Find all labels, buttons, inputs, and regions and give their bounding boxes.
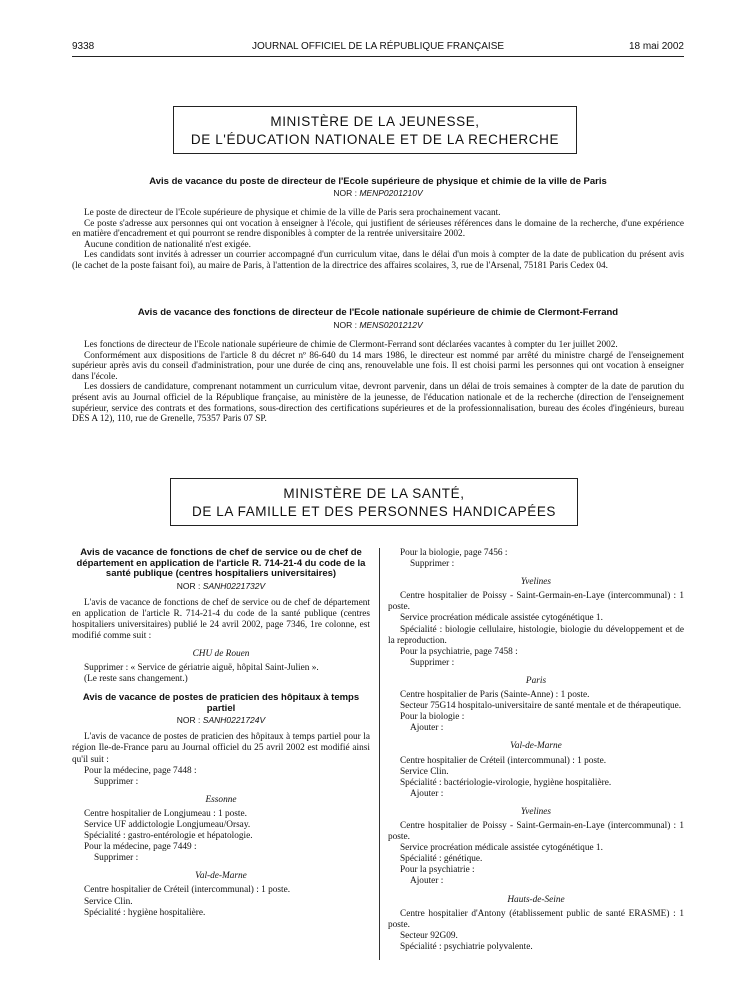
list-item: Supprimer : [94, 853, 139, 864]
list-item: Centre hospitalier de Paris (Sainte-Anne) : 1 poste. [400, 690, 590, 701]
list-item: Centre hospitalier de Poissy - Saint-Germain-en-Laye (intercommunal) : 1 poste. [388, 591, 684, 613]
list-item: Centre hospitalier de Longjumeau : 1 poste. [84, 808, 247, 819]
issue-date: 18 mai 2002 [628, 41, 684, 52]
list-item: Pour la biologie : [400, 712, 465, 723]
list-item: Centre hospitalier d'Antony (établissement public de santé ERASME) : 1 poste. [388, 908, 684, 930]
region-heading: Yvelines [520, 577, 552, 588]
notice-title: Avis de vacance de postes de praticien des hôpitaux à temps partiel [82, 692, 360, 714]
paragraph: L'avis de vacance de fonctions de chef de service ou de chef de département en application de l'article R. 714-21-4 du code de la santé publique (centres hospitaliers universitaires) publié le 24 avril 2002, page 7346, 1re colonne, est modifié comme suit : [72, 597, 370, 641]
list-item: Ajouter : [410, 788, 444, 799]
list-item: Service Clin. [84, 896, 133, 907]
paragraph: Les candidats sont invités à adresser un courrier accompagné d'un curriculum vitae, dans le délai d'un mois à compter de la date de publication du présent avis (le cachet de la poste faisant foi), au maire de Paris, à l'attention de la directrice des affaires scolaires, 3, rue de l'Arsenal, 75181 Paris Cedex 04. [72, 250, 684, 271]
list-item: Spécialité : génétique. [400, 854, 483, 865]
list-item: Pour la biologie, page 7456 : [400, 548, 508, 558]
region-heading: Hauts-de-Seine [507, 894, 565, 905]
list-item: Spécialité : biologie cellulaire, histologie, biologie du développement et de la reproduction. [388, 624, 684, 646]
nor-reference [72, 320, 684, 331]
list-item: Ajouter : [410, 723, 444, 734]
nor-code: MENS0201212V [359, 320, 423, 330]
nor-label: NOR : [176, 580, 201, 591]
list-item: Centre hospitalier de Créteil (intercommunal) : 1 poste. [84, 885, 291, 896]
journal-title: JOURNAL OFFICIEL DE LA RÉPUBLIQUE FRANÇAISE [251, 41, 505, 52]
notice-title: Avis de vacance du poste de directeur de l'Ecole supérieure de physique et chimie de la ville de Paris [149, 176, 607, 187]
nor-reference [72, 715, 370, 726]
paragraph: Les fonctions de directeur de l'Ecole nationale supérieure de chimie de Clermont-Ferrand sont déclarées vacantes à compter du 1er juillet 2002. [84, 340, 618, 350]
page-number: 9338 [72, 41, 95, 52]
list-item: Secteur 92G09. [400, 930, 458, 941]
ministry-heading-education [173, 106, 577, 154]
paragraph: L'avis de vacance de postes de praticien des hôpitaux à temps partiel pour la région Ile-de-France paru au Journal officiel du 25 avril 2002 est modifié ainsi qu'il suit : [72, 732, 370, 765]
list-item: Spécialité : bactériologie-virologie, hygiène hospitalière. [400, 777, 612, 788]
notice-body [72, 208, 684, 272]
ministry-heading-health [170, 478, 578, 526]
region-heading: Paris [525, 675, 547, 686]
notice-title: Avis de vacance de fonctions de chef de service ou de chef de département en application de l'article R. 714-21-4 du code de la santé publique (centres hospitaliers universitaires) [76, 547, 366, 579]
region-heading: Essonne [205, 794, 237, 805]
list-item: Centre hospitalier de Poissy - Saint-Germain-en-Laye (intercommunal) : 1 poste. [388, 820, 684, 843]
paragraph: Conformément aux dispositions de l'article 8 du décret nº 86-640 du 14 mars 1986, le directeur est nommé par arrêté du ministre chargé de l'enseignement supérieur après avis du conseil d'administration, pour une durée de cinq ans, renouvelable une fois. Il est choisi parmi les personnes qui ont vocation à enseigner dans l'école. [72, 350, 684, 382]
paragraph: Ce poste s'adresse aux personnes qui ont vocation à enseigner à l'école, qui justifient de sérieuses références dans le domaine de la recherche, d'une expérience en matière d'encadrement et qui pourront se rendre disponibles à compter de la rentrée universitaire 2002. [72, 218, 684, 240]
list-item: Service procréation médicale assistée cytogénétique 1. [400, 613, 603, 624]
nor-code: SANH0221724V [202, 715, 266, 726]
right-column [388, 548, 684, 953]
list-item: Service procréation médicale assistée cytogénétique 1. [400, 843, 603, 854]
notice-body [72, 340, 684, 425]
page-header [72, 41, 684, 57]
paragraph: Le poste de directeur de l'Ecole supérieure de physique et chimie de la ville de Paris sera prochainement vacant. [84, 208, 501, 218]
region-heading: Val-de-Marne [510, 741, 562, 752]
list-item: Supprimer : [94, 776, 139, 787]
ministry-line-1: MINISTÈRE DE LA JEUNESSE, [270, 114, 480, 129]
region-heading: Val-de-Marne [195, 871, 247, 882]
list-item: Ajouter : [410, 876, 444, 887]
nor-label: NOR : [333, 188, 357, 198]
list-item: Centre hospitalier de Créteil (intercommunal) : 1 poste. [400, 755, 607, 766]
list-item: Supprimer : [410, 559, 455, 570]
nor-reference [72, 581, 370, 592]
ministry-line-2: DE L'ÉDUCATION NATIONALE ET DE LA RECHERCHE [190, 132, 560, 147]
nor-label: NOR : [176, 715, 201, 726]
list-item: Pour la psychiatrie : [400, 865, 475, 876]
left-column [72, 548, 370, 919]
notice-title: Avis de vacance des fonctions de directeur de l'Ecole nationale supérieure de chimie de Clermont-Ferrand [137, 307, 619, 318]
paragraph: Les dossiers de candidature, comprenant notamment un curriculum vitae, devront parvenir, dans un délai de trois semaines à compter de la date de parution du présent avis au Journal officiel de la République française, au ministère de la jeunesse, de l'éducation nationale et de la recherche (direction de l'enseignement supérieur, service des contrats et des formations, sous-direction des certifications supérieures et de la professionnalisation, bureau des écoles d'ingénieurs, bureau DES A 12), 110, rue de Grenelle, 75357 Paris 07 SP. [72, 382, 684, 425]
nor-code: SANH0221732V [202, 580, 266, 591]
list-item: Pour la psychiatrie, page 7458 : [400, 646, 518, 657]
ministry-line-2: DE LA FAMILLE ET DES PERSONNES HANDICAPÉES [191, 504, 557, 519]
header-rule [72, 56, 684, 57]
list-item: Spécialité : gastro-entérologie et hépatologie. [84, 831, 253, 842]
list-item: Spécialité : hygiène hospitalière. [84, 907, 206, 918]
nor-code: MENP0201210V [359, 188, 423, 198]
nor-label: NOR : [333, 320, 357, 330]
paragraph: Aucune condition de nationalité n'est exigée. [84, 239, 251, 250]
paragraph: Supprimer : « Service de gériatrie aiguë, hôpital Saint-Julien ». [84, 663, 319, 674]
region-heading: Yvelines [520, 806, 552, 817]
ministry-line-1: MINISTÈRE DE LA SANTÉ, [283, 486, 465, 501]
list-item: Spécialité : psychiatrie polyvalente. [400, 941, 533, 952]
list-item: Service Clin. [400, 766, 449, 777]
paragraph: (Le reste sans changement.) [84, 674, 188, 685]
list-item: Secteur 75G14 hospitalo-universitaire de santé mentale et de thérapeutique. [400, 701, 682, 712]
list-item: Pour la médecine, page 7449 : [84, 842, 197, 853]
nor-reference [72, 188, 684, 199]
list-item: Pour la médecine, page 7448 : [84, 765, 197, 776]
column-divider [379, 548, 380, 960]
region-heading: CHU de Rouen [192, 648, 250, 659]
list-item: Service UF addictologie Longjumeau/Orsay. [84, 820, 251, 830]
list-item: Supprimer : [410, 657, 455, 668]
